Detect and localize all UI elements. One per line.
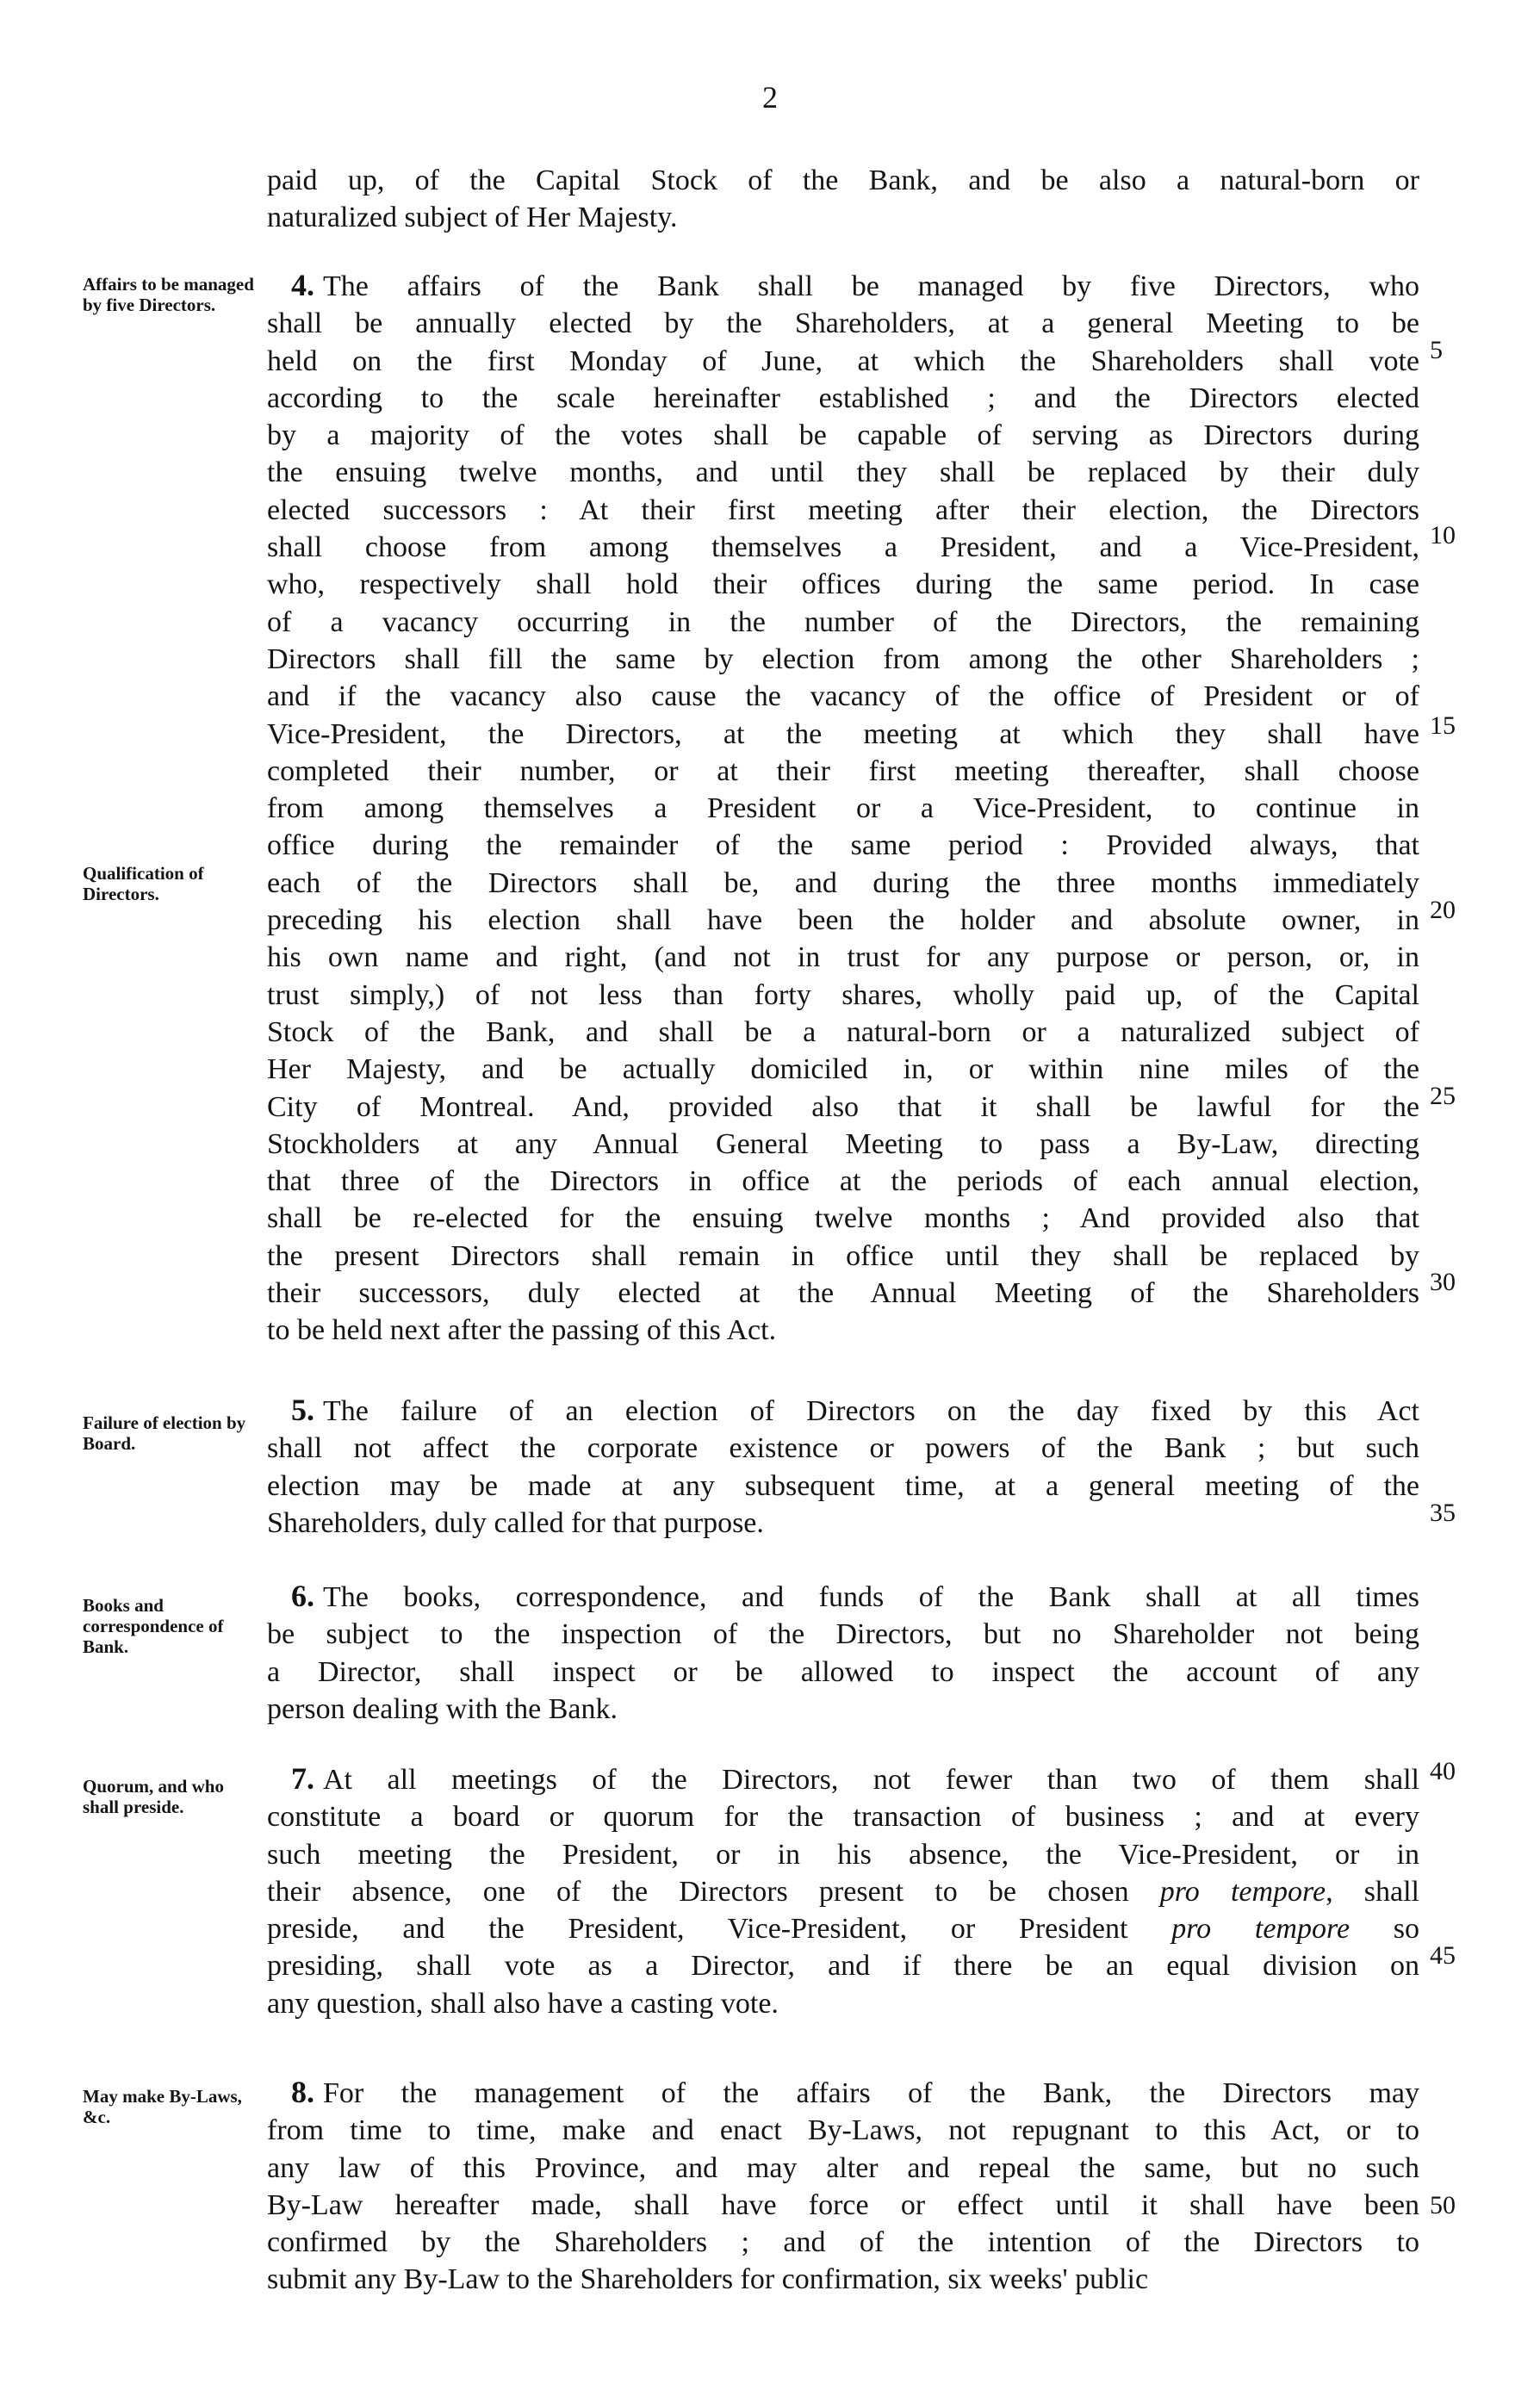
line-text: shall be re-elected for the ensuing twelve months ; And provided also that: [267, 1202, 1419, 1235]
text-line: [267, 529, 1419, 566]
text-line: [267, 1014, 1419, 1051]
section-number: 7.: [291, 1761, 314, 1796]
line-text: their successors, duly elected at the Annual Meeting of the Shareholders: [267, 1277, 1419, 1310]
line-text: Shareholders, duly called for that purpose.: [267, 1506, 764, 1539]
margin-note-section-7: Quorum, and who shall preside.: [83, 1776, 224, 1817]
section-number: 4.: [291, 268, 314, 302]
text-line: [267, 939, 1419, 976]
line-text: Her Majesty, and be actually domiciled in, or within nine miles of the: [267, 1053, 1419, 1086]
line-text: The books, correspondence, and funds of the Bank shall at all times: [323, 1581, 1419, 1613]
text-line: [267, 1468, 1419, 1505]
page-number: 2: [762, 80, 778, 115]
line-text: The affairs of the Bank shall be managed by five Directors, who: [323, 270, 1419, 302]
line-text: their absence, one of the Directors present to be chosen pro tempore, shall: [267, 1875, 1420, 1908]
line-text: from time to time, make and enact By-Laws, not repugnant to this Act, or to: [267, 2114, 1419, 2147]
line-text: such meeting the President, or in his absence, the Vice-President, or in: [267, 1838, 1419, 1871]
text-line: [267, 604, 1419, 641]
line-number: 45: [1430, 1941, 1456, 1970]
line-text: office during the remainder of the same period : Provided always, that: [267, 829, 1419, 862]
line-text: At all meetings of the Directors, not fewer than two of them shall: [323, 1764, 1419, 1796]
continuation-text: [267, 162, 1419, 237]
line-number: 5: [1430, 336, 1443, 364]
line-number: 40: [1430, 1757, 1456, 1785]
text-line: [267, 1505, 1419, 1542]
line-text: each of the Directors shall be, and during the three months immediately: [267, 866, 1419, 899]
text-line: [267, 454, 1419, 491]
line-text: of a vacancy occurring in the number of the Directors, the remaining: [267, 605, 1419, 638]
line-text: Vice-President, the Directors, at the meeting at which they shall have: [267, 717, 1419, 750]
margin-note-section-4: Affairs to be managed by five Directors.: [83, 274, 254, 315]
line-text: preside, and the President, Vice-President, or President pro tempore so: [267, 1913, 1420, 1946]
section-8: [267, 2074, 1419, 2299]
text-line: [267, 1947, 1419, 1984]
line-text: City of Montreal. And, provided also that it shall be lawful for the: [267, 1090, 1419, 1123]
line-number: 25: [1430, 1082, 1456, 1110]
text-line: [267, 1985, 1419, 2022]
line-text: held on the first Monday of June, at which the Shareholders shall vote: [267, 345, 1419, 377]
section-5: [267, 1392, 1419, 1542]
line-text: any question, shall also have a casting vote.: [267, 1987, 779, 2020]
text-line: [267, 2224, 1419, 2261]
text-line: [267, 2074, 1419, 2112]
section-number: 6.: [291, 1579, 314, 1613]
line-text: by a majority of the votes shall be capable of serving as Directors during: [267, 419, 1419, 452]
section-number: 8.: [291, 2075, 314, 2109]
text-line: [267, 1200, 1419, 1237]
line-number: 35: [1430, 1499, 1456, 1527]
text-line: [267, 790, 1419, 827]
text-line: [267, 492, 1419, 529]
line-text: trust simply,) of not less than forty shares, wholly paid up, of the Capital: [267, 978, 1419, 1011]
line-text: completed their number, or at their first meeting thereafter, shall choose: [267, 754, 1419, 787]
line-number: 15: [1430, 711, 1456, 740]
line-text: Stockholders at any Annual General Meeting to pass a By-Law, directing: [267, 1127, 1419, 1160]
text-line: [267, 865, 1419, 902]
line-text: who, respectively shall hold their offices during the same period. In case: [267, 568, 1419, 601]
section-number: 5.: [291, 1393, 314, 1427]
text-line: [267, 2187, 1419, 2224]
line-text: be subject to the inspection of the Directors, but no Shareholder not being: [267, 1618, 1419, 1651]
text-line: [267, 1126, 1419, 1163]
line-text: the ensuing twelve months, and until they shall be replaced by their duly: [267, 456, 1419, 489]
text-line: [267, 1836, 1419, 1873]
text-line: [267, 1089, 1419, 1126]
text-line: [267, 753, 1419, 790]
text-line: [267, 1654, 1419, 1691]
text-line: [267, 343, 1419, 380]
line-text: constitute a board or quorum for the transaction of business ; and at every: [267, 1801, 1419, 1834]
line-text: his own name and right, (and not in trust for any purpose or person, or, in: [267, 941, 1419, 974]
text-line: [267, 902, 1419, 939]
text-line: [267, 1238, 1419, 1275]
line-text: For the management of the affairs of the Bank, the Directors may: [323, 2077, 1419, 2109]
line-text: preceding his election shall have been the holder and absolute owner, in: [267, 904, 1419, 937]
margin-note-section-6: Books and correspondence of Bank.: [83, 1595, 224, 1657]
text-line: [267, 2261, 1419, 2298]
text-line: [267, 1392, 1419, 1430]
text-line: paid up, of the Capital Stock of the Bank, and be also a natural-born or: [267, 164, 1419, 196]
line-number: 20: [1430, 896, 1456, 924]
text-line: [267, 1873, 1419, 1910]
line-text: shall not affect the corporate existence or powers of the Bank ; but such: [267, 1432, 1419, 1465]
line-text: from among themselves a President or a Vice-President, to continue in: [267, 792, 1419, 825]
text-line: [267, 1578, 1419, 1616]
line-text: By-Law hereafter made, shall have force or effect until it shall have been: [267, 2188, 1419, 2221]
line-text: presiding, shall vote as a Director, and if there be an equal division on: [267, 1950, 1419, 1983]
text-line: [267, 1798, 1419, 1835]
text-line: [267, 1430, 1419, 1467]
line-text: submit any By-Law to the Shareholders for confirmation, six weeks' public: [267, 2263, 1149, 2296]
section-4: [267, 267, 1419, 1350]
margin-note-qualification: Qualification of Directors.: [83, 863, 204, 904]
text-line: [267, 1616, 1419, 1653]
line-text: confirmed by the Shareholders ; and of the intention of the Directors to: [267, 2226, 1419, 2259]
line-text: Stock of the Bank, and shall be a natural-born or a naturalized subject of: [267, 1015, 1419, 1048]
text-line: [267, 2112, 1419, 2149]
text-line: [267, 566, 1419, 603]
line-text: person dealing with the Bank.: [267, 1692, 618, 1725]
line-text: shall be annually elected by the Shareholders, at a general Meeting to be: [267, 307, 1419, 340]
line-number: 50: [1430, 2191, 1456, 2219]
text-line: [267, 380, 1419, 417]
line-text: Directors shall fill the same by election from among the other Shareholders ;: [267, 642, 1419, 675]
text-line: [267, 1691, 1419, 1728]
text-line: [267, 1312, 1419, 1349]
line-text: a Director, shall inspect or be allowed to inspect the account of any: [267, 1655, 1419, 1688]
text-line: [267, 1163, 1419, 1200]
line-text: elected successors : At their first meeting after their election, the Directors: [267, 493, 1419, 526]
text-line: [267, 641, 1419, 678]
margin-note-section-5: Failure of election by Board.: [83, 1412, 246, 1454]
text-line: [267, 417, 1419, 454]
text-line: [267, 2150, 1419, 2187]
line-text: any law of this Province, and may alter and repeal the same, but no such: [267, 2151, 1419, 2184]
line-text: shall choose from among themselves a President, and a Vice-President,: [267, 531, 1419, 564]
line-text: and if the vacancy also cause the vacancy of the office of President or of: [267, 680, 1419, 713]
text-line: [267, 1275, 1419, 1312]
line-number: 10: [1430, 521, 1456, 549]
section-6: [267, 1578, 1419, 1728]
text-line: [267, 267, 1419, 305]
text-line: [267, 678, 1419, 715]
text-line: naturalized subject of Her Majesty.: [267, 202, 678, 234]
text-line: [267, 1910, 1419, 1947]
section-7: [267, 1760, 1419, 2022]
line-text: to be held next after the passing of this Act.: [267, 1314, 777, 1347]
text-line: [267, 1051, 1419, 1088]
line-text: that three of the Directors in office at the periods of each annual election,: [267, 1165, 1419, 1198]
line-text: the present Directors shall remain in office until they shall be replaced by: [267, 1239, 1419, 1272]
text-line: [267, 977, 1419, 1014]
text-line: [267, 716, 1419, 753]
text-line: [267, 1760, 1419, 1798]
line-number: 30: [1430, 1268, 1456, 1296]
text-line: [267, 827, 1419, 864]
line-text: The failure of an election of Directors on the day fixed by this Act: [323, 1395, 1419, 1427]
text-line: [267, 305, 1419, 342]
margin-note-section-8: May make By-Laws, &c.: [83, 2086, 242, 2127]
line-text: election may be made at any subsequent time, at a general meeting of the: [267, 1469, 1419, 1502]
line-text: according to the scale hereinafter established ; and the Directors elected: [267, 382, 1419, 414]
